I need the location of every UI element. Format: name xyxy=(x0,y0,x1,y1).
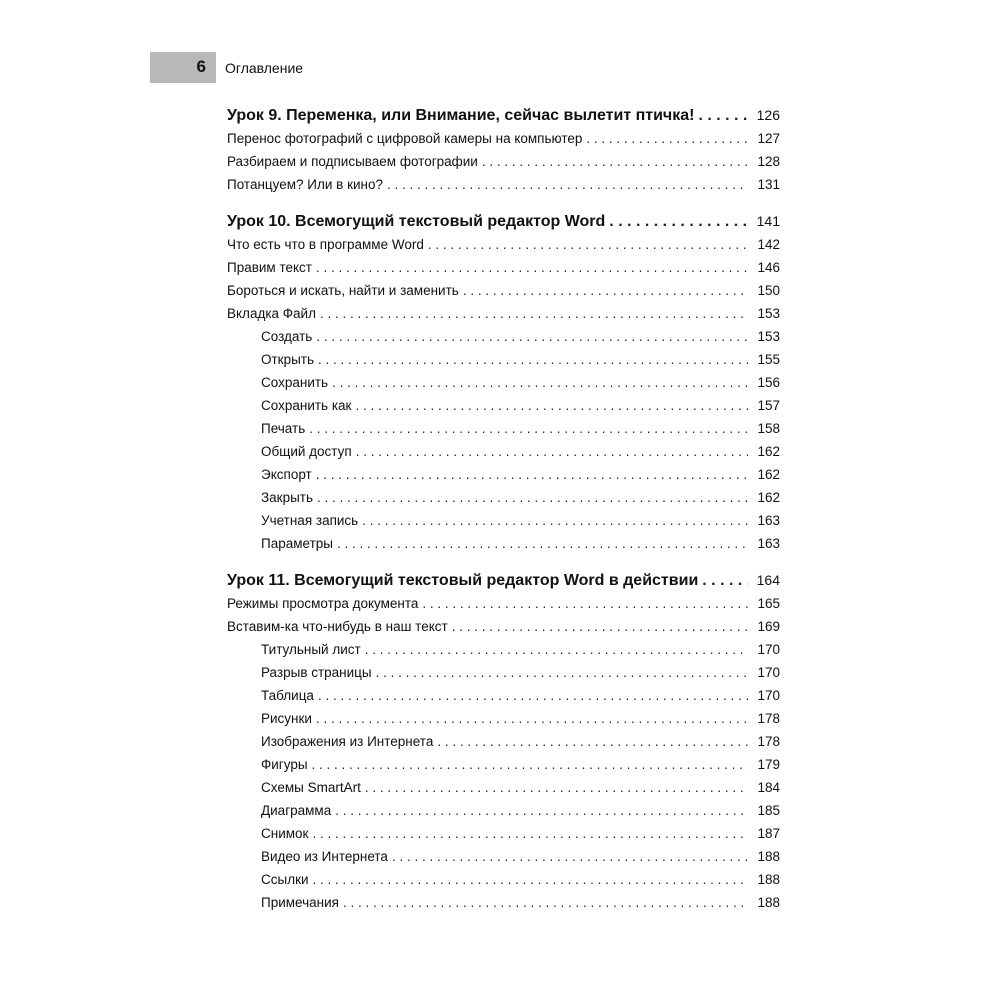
toc-subentry[interactable] xyxy=(227,638,780,661)
dot-leader xyxy=(387,173,748,196)
entry-page-number: 155 xyxy=(757,352,780,367)
page-number: 6 xyxy=(196,57,206,76)
entry-page-number: 170 xyxy=(757,642,780,657)
dot-leader xyxy=(312,822,748,845)
toc-subentry[interactable] xyxy=(227,730,780,753)
entry-label: Вставим-ка что-нибудь в наш текст xyxy=(227,619,448,634)
entry-page-number: 153 xyxy=(757,329,780,344)
section-gap xyxy=(227,555,780,569)
dot-leader xyxy=(362,509,748,532)
entry-label: Общий доступ xyxy=(261,444,352,459)
entry-page-number: 141 xyxy=(756,213,780,229)
entry-label: Перенос фотографий с цифровой камеры на компьютер xyxy=(227,131,583,146)
entry-page-number: 187 xyxy=(757,826,780,841)
entry-label: Примечания xyxy=(261,895,339,910)
entry-page-number: 165 xyxy=(757,596,780,611)
toc-subentry[interactable] xyxy=(227,371,780,394)
entry-page-number: 169 xyxy=(757,619,780,634)
entry-page-number: 157 xyxy=(757,398,780,413)
entry-label: Ссылки xyxy=(261,872,309,887)
toc-entry[interactable] xyxy=(227,279,780,302)
dot-leader xyxy=(586,127,748,150)
toc-subentry[interactable] xyxy=(227,348,780,371)
entry-page-number: 188 xyxy=(757,849,780,864)
toc-subentry[interactable] xyxy=(227,509,780,532)
entry-page-number: 179 xyxy=(757,757,780,772)
entry-page-number: 156 xyxy=(757,375,780,390)
entry-label: Закрыть xyxy=(261,490,313,505)
toc-entry[interactable] xyxy=(227,592,780,615)
dot-leader xyxy=(482,150,748,173)
entry-page-number: 126 xyxy=(756,107,780,123)
entry-page-number: 162 xyxy=(757,444,780,459)
entry-label: Режимы просмотра документа xyxy=(227,596,419,611)
entry-page-number: 127 xyxy=(757,131,780,146)
entry-page-number: 150 xyxy=(757,283,780,298)
dot-leader xyxy=(318,684,748,707)
entry-page-number: 163 xyxy=(757,513,780,528)
entry-page-number: 162 xyxy=(757,467,780,482)
entry-label: Потанцуем? Или в кино? xyxy=(227,177,384,192)
toc-subentry[interactable] xyxy=(227,845,780,868)
dot-leader xyxy=(309,417,748,440)
toc-subentry[interactable] xyxy=(227,394,780,417)
toc-subentry[interactable] xyxy=(227,891,780,914)
entry-label: Фигуры xyxy=(261,757,308,772)
toc-subentry[interactable] xyxy=(227,799,780,822)
toc-entry[interactable] xyxy=(227,173,780,196)
entry-label: Снимок xyxy=(261,826,309,841)
dot-leader xyxy=(463,279,748,302)
entry-label: Изображения из Интернета xyxy=(261,734,434,749)
entry-label: Печать xyxy=(261,421,306,436)
dot-leader xyxy=(702,569,748,592)
toc-lesson-entry[interactable] xyxy=(227,104,780,127)
toc-lesson-entry[interactable] xyxy=(227,210,780,233)
dot-leader xyxy=(316,325,748,348)
dot-leader xyxy=(317,486,748,509)
entry-label: Рисунки xyxy=(261,711,312,726)
entry-page-number: 170 xyxy=(757,665,780,680)
entry-page-number: 184 xyxy=(757,780,780,795)
toc-subentry[interactable] xyxy=(227,661,780,684)
dot-leader xyxy=(437,730,748,753)
header-title: Оглавление xyxy=(225,60,304,76)
entry-label: Сохранить xyxy=(261,375,329,390)
dot-leader xyxy=(452,615,748,638)
entry-page-number: 178 xyxy=(757,734,780,749)
entry-label: Создать xyxy=(261,329,313,344)
entry-label: Экспорт xyxy=(261,467,312,482)
dot-leader xyxy=(316,707,748,730)
entry-label: Титульный лист xyxy=(261,642,361,657)
dot-leader xyxy=(392,845,748,868)
toc-subentry[interactable] xyxy=(227,532,780,555)
entry-label: Что есть что в программе Word xyxy=(227,237,424,252)
entry-page-number: 162 xyxy=(757,490,780,505)
entry-label: Разрыв страницы xyxy=(261,665,372,680)
entry-page-number: 128 xyxy=(757,154,780,169)
dot-leader xyxy=(428,233,748,256)
toc-subentry[interactable] xyxy=(227,868,780,891)
entry-page-number: 142 xyxy=(757,237,780,252)
entry-page-number: 146 xyxy=(757,260,780,275)
dot-leader xyxy=(332,371,748,394)
entry-label: Правим текст xyxy=(227,260,312,275)
toc-subentry[interactable] xyxy=(227,684,780,707)
entry-page-number: 153 xyxy=(757,306,780,321)
dot-leader xyxy=(320,302,748,325)
entry-label: Открыть xyxy=(261,352,315,367)
dot-leader xyxy=(422,592,748,615)
dot-leader xyxy=(318,348,748,371)
entry-page-number: 178 xyxy=(757,711,780,726)
entry-page-number: 188 xyxy=(757,895,780,910)
entry-page-number: 170 xyxy=(757,688,780,703)
toc-subentry[interactable] xyxy=(227,753,780,776)
toc-entry[interactable] xyxy=(227,233,780,256)
toc-entry[interactable] xyxy=(227,302,780,325)
dot-leader xyxy=(609,210,748,233)
dot-leader xyxy=(698,104,748,127)
dot-leader xyxy=(312,753,748,776)
entry-label: Диаграмма xyxy=(261,803,332,818)
toc-subentry[interactable] xyxy=(227,822,780,845)
entry-page-number: 185 xyxy=(757,803,780,818)
entry-page-number: 158 xyxy=(757,421,780,436)
page-header xyxy=(0,0,1000,100)
entry-label: Бороться и искать, найти и заменить xyxy=(227,283,459,298)
dot-leader xyxy=(335,799,748,822)
toc-entry[interactable] xyxy=(227,615,780,638)
toc-subentry[interactable] xyxy=(227,440,780,463)
entry-page-number: 188 xyxy=(757,872,780,887)
dot-leader xyxy=(337,532,748,555)
entry-label: Таблица xyxy=(261,688,314,703)
dot-leader xyxy=(365,638,748,661)
toc-entry[interactable] xyxy=(227,127,780,150)
toc-lesson-entry[interactable] xyxy=(227,569,780,592)
section-gap xyxy=(227,196,780,210)
toc-subentry[interactable] xyxy=(227,417,780,440)
toc-subentry[interactable] xyxy=(227,776,780,799)
toc-subentry[interactable] xyxy=(227,325,780,348)
dot-leader xyxy=(355,394,748,417)
dot-leader xyxy=(356,440,748,463)
entry-page-number: 163 xyxy=(757,536,780,551)
dot-leader xyxy=(316,256,748,279)
toc-subentry[interactable] xyxy=(227,707,780,730)
toc-subentry[interactable] xyxy=(227,463,780,486)
entry-page-number: 164 xyxy=(756,572,780,588)
table-of-contents xyxy=(227,104,780,914)
entry-label: Схемы SmartArt xyxy=(261,780,361,795)
entry-label: Сохранить как xyxy=(261,398,352,413)
toc-entry[interactable] xyxy=(227,150,780,173)
dot-leader xyxy=(313,868,748,891)
entry-label: Видео из Интернета xyxy=(261,849,388,864)
entry-label: Урок 11. Всемогущий текстовый редактор Word в действии xyxy=(227,572,699,589)
dot-leader xyxy=(365,776,748,799)
dot-leader xyxy=(343,891,748,914)
entry-label: Параметры xyxy=(261,536,333,551)
entry-page-number: 131 xyxy=(757,177,780,192)
entry-label: Учетная запись xyxy=(261,513,359,528)
page-number-box xyxy=(150,52,216,83)
toc-subentry[interactable] xyxy=(227,486,780,509)
entry-label: Урок 9. Переменка, или Внимание, сейчас вылетит птичка! xyxy=(227,107,695,124)
entry-label: Урок 10. Всемогущий текстовый редактор Word xyxy=(227,213,606,230)
dot-leader xyxy=(316,463,748,486)
dot-leader xyxy=(376,661,748,684)
entry-label: Разбираем и подписываем фотографии xyxy=(227,154,478,169)
toc-entry[interactable] xyxy=(227,256,780,279)
entry-label: Вкладка Файл xyxy=(227,306,316,321)
